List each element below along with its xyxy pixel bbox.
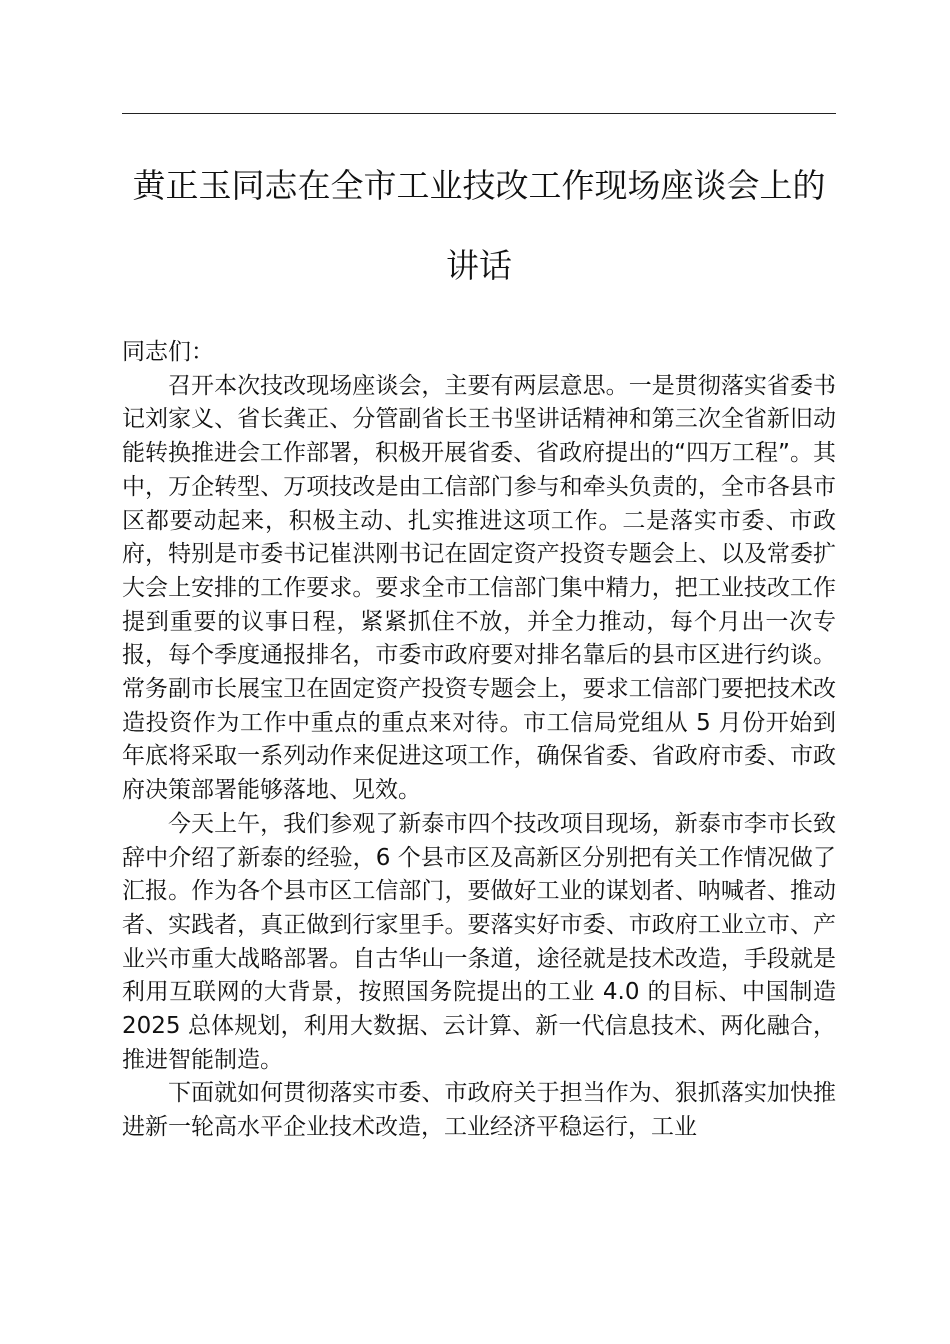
paragraph-1: 召开本次技改现场座谈会，主要有两层意思。一是贯彻落实省委书记刘家义、省长龚正、分管副省长王书坚讲话精神和第三次全省新旧动能转换推进会工作部署，积极开展省委、省政府提出的“四万工程”。其中，万企转型、万项技改是由工信部门参与和牵头负责的，全市各县市区都要动起来，积极主动、扎实推进这项工作。二是落实市委、市政府，特别是市委书记崔洪刚书记在固定资产投资专题会上、以及常委扩大会上安排的工作要求。要求全市工信部门集中精力，把工业技改工作提到重要的议事日程，紧紧抓住不放，并全力推动，每个月出一次专报，每个季度通报排名，市委市政府要对排名靠后的县市区进行约谈。常务副市长展宝卫在固定资产投资专题会上，要求工信部门要把技术改造投资作为工作中重点的重点来对待。市工信局党组从 5 月份开始到年底将采取一系列动作来促进这项工作，确保省委、省政府市委、市政府决策部署能够落地、见效。 (122, 372, 836, 804)
document-body (122, 336, 836, 1145)
document-title: 黄正玉同志在全市工业技改工作现场座谈会上的讲话 (132, 166, 826, 285)
header-rule (122, 113, 836, 114)
paragraph-2: 今天上午，我们参观了新泰市四个技改项目现场，新泰市李市长致辞中介绍了新泰的经验，6 个县市区及高新区分别把有关工作情况做了汇报。作为各个县市区工信部门，要做好工业的谋划者、呐喊者、推动者、实践者，真正做到行家里手。要落实好市委、市政府工业立市、产业兴市重大战略部署。自古华山一条道，途径就是技术改造，手段就是利用互联网的大背景，按照国务院提出的工业 4.0 的目标、中国制造 2025 总体规划，利用大数据、云计算、新一代信息技术、两化融合，推进智能制造。 (122, 810, 836, 1073)
salutation: 同志们： (122, 339, 214, 365)
paragraph-3: 下面就如何贯彻落实市委、市政府关于担当作为、狠抓落实加快推进新一轮高水平企业技术改造，工业经济平稳运行，工业 (122, 1080, 836, 1141)
